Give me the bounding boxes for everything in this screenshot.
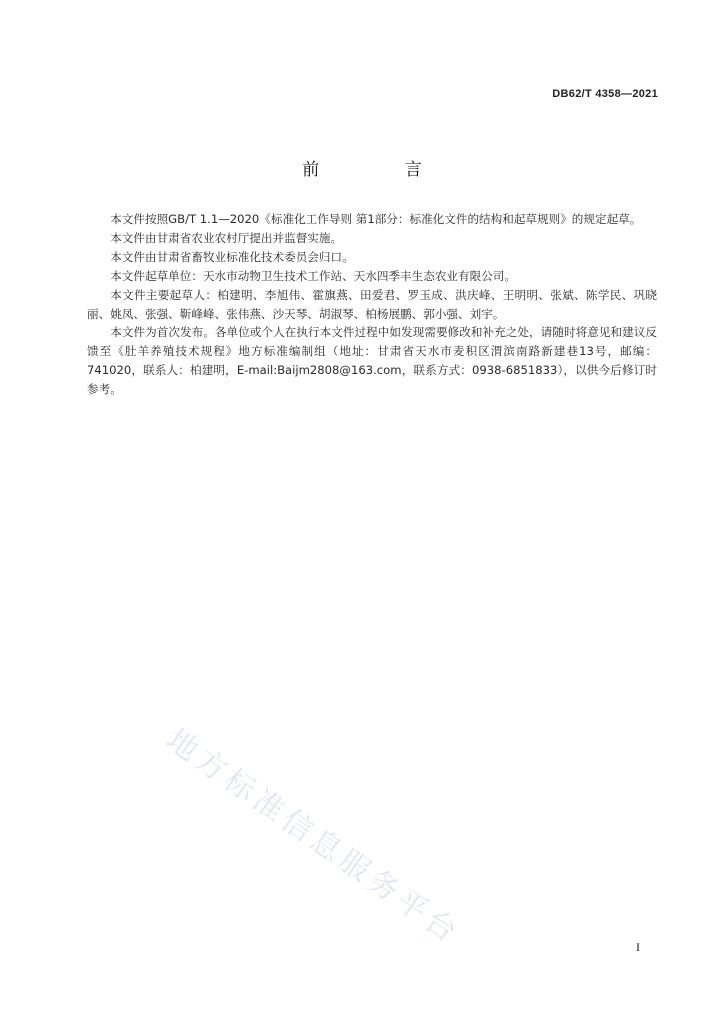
paragraph-drafting-units: 本文件起草单位：天水市动物卫生技术工作站、天水四季丰生态农业有限公司。 <box>110 268 516 283</box>
standard-code: DB62/T 4358—2021 <box>552 88 658 100</box>
page-number: I <box>636 940 640 954</box>
paragraph-proposer: 本文件由甘肃省农业农村厅提出并监督实施。 <box>110 230 343 245</box>
foreword-body <box>87 210 657 399</box>
page-title: 前 言 <box>302 160 462 180</box>
watermark: 地方标准信息服务平台 <box>159 722 467 952</box>
paragraph-feedback: 本文件为首次发布。各单位或个人在执行本文件过程中如发现需要修改和补充之处，请随时将意见和建议反馈至《肚羊养殖技术规程》地方标准编制组（地址：甘肃省天水市麦积区渭滨南路新建巷13号，邮编：741020，联系人：柏建明，E-mail:Baijm2808@163.com，联系方式：0938-6851833），以供今后修订时参考。 <box>87 325 657 397</box>
paragraph-drafters: 本文件主要起草人：柏建明、李旭伟、霍旗燕、田爱君、罗玉成、洪庆峰、王明明、张斌、陈学民、巩晓丽、姚凤、张强、靳峰峰、张伟燕、沙天琴、胡淑琴、柏杨展鹏、郭小强、刘宇。 <box>87 287 657 321</box>
paragraph-committee: 本文件由甘肃省畜牧业标准化技术委员会归口。 <box>110 249 354 264</box>
paragraph-drafting-basis: 本文件按照GB/T 1.1—2020《标准化工作导则 第1部分：标准化文件的结构和起草规则》的规定起草。 <box>110 212 642 226</box>
